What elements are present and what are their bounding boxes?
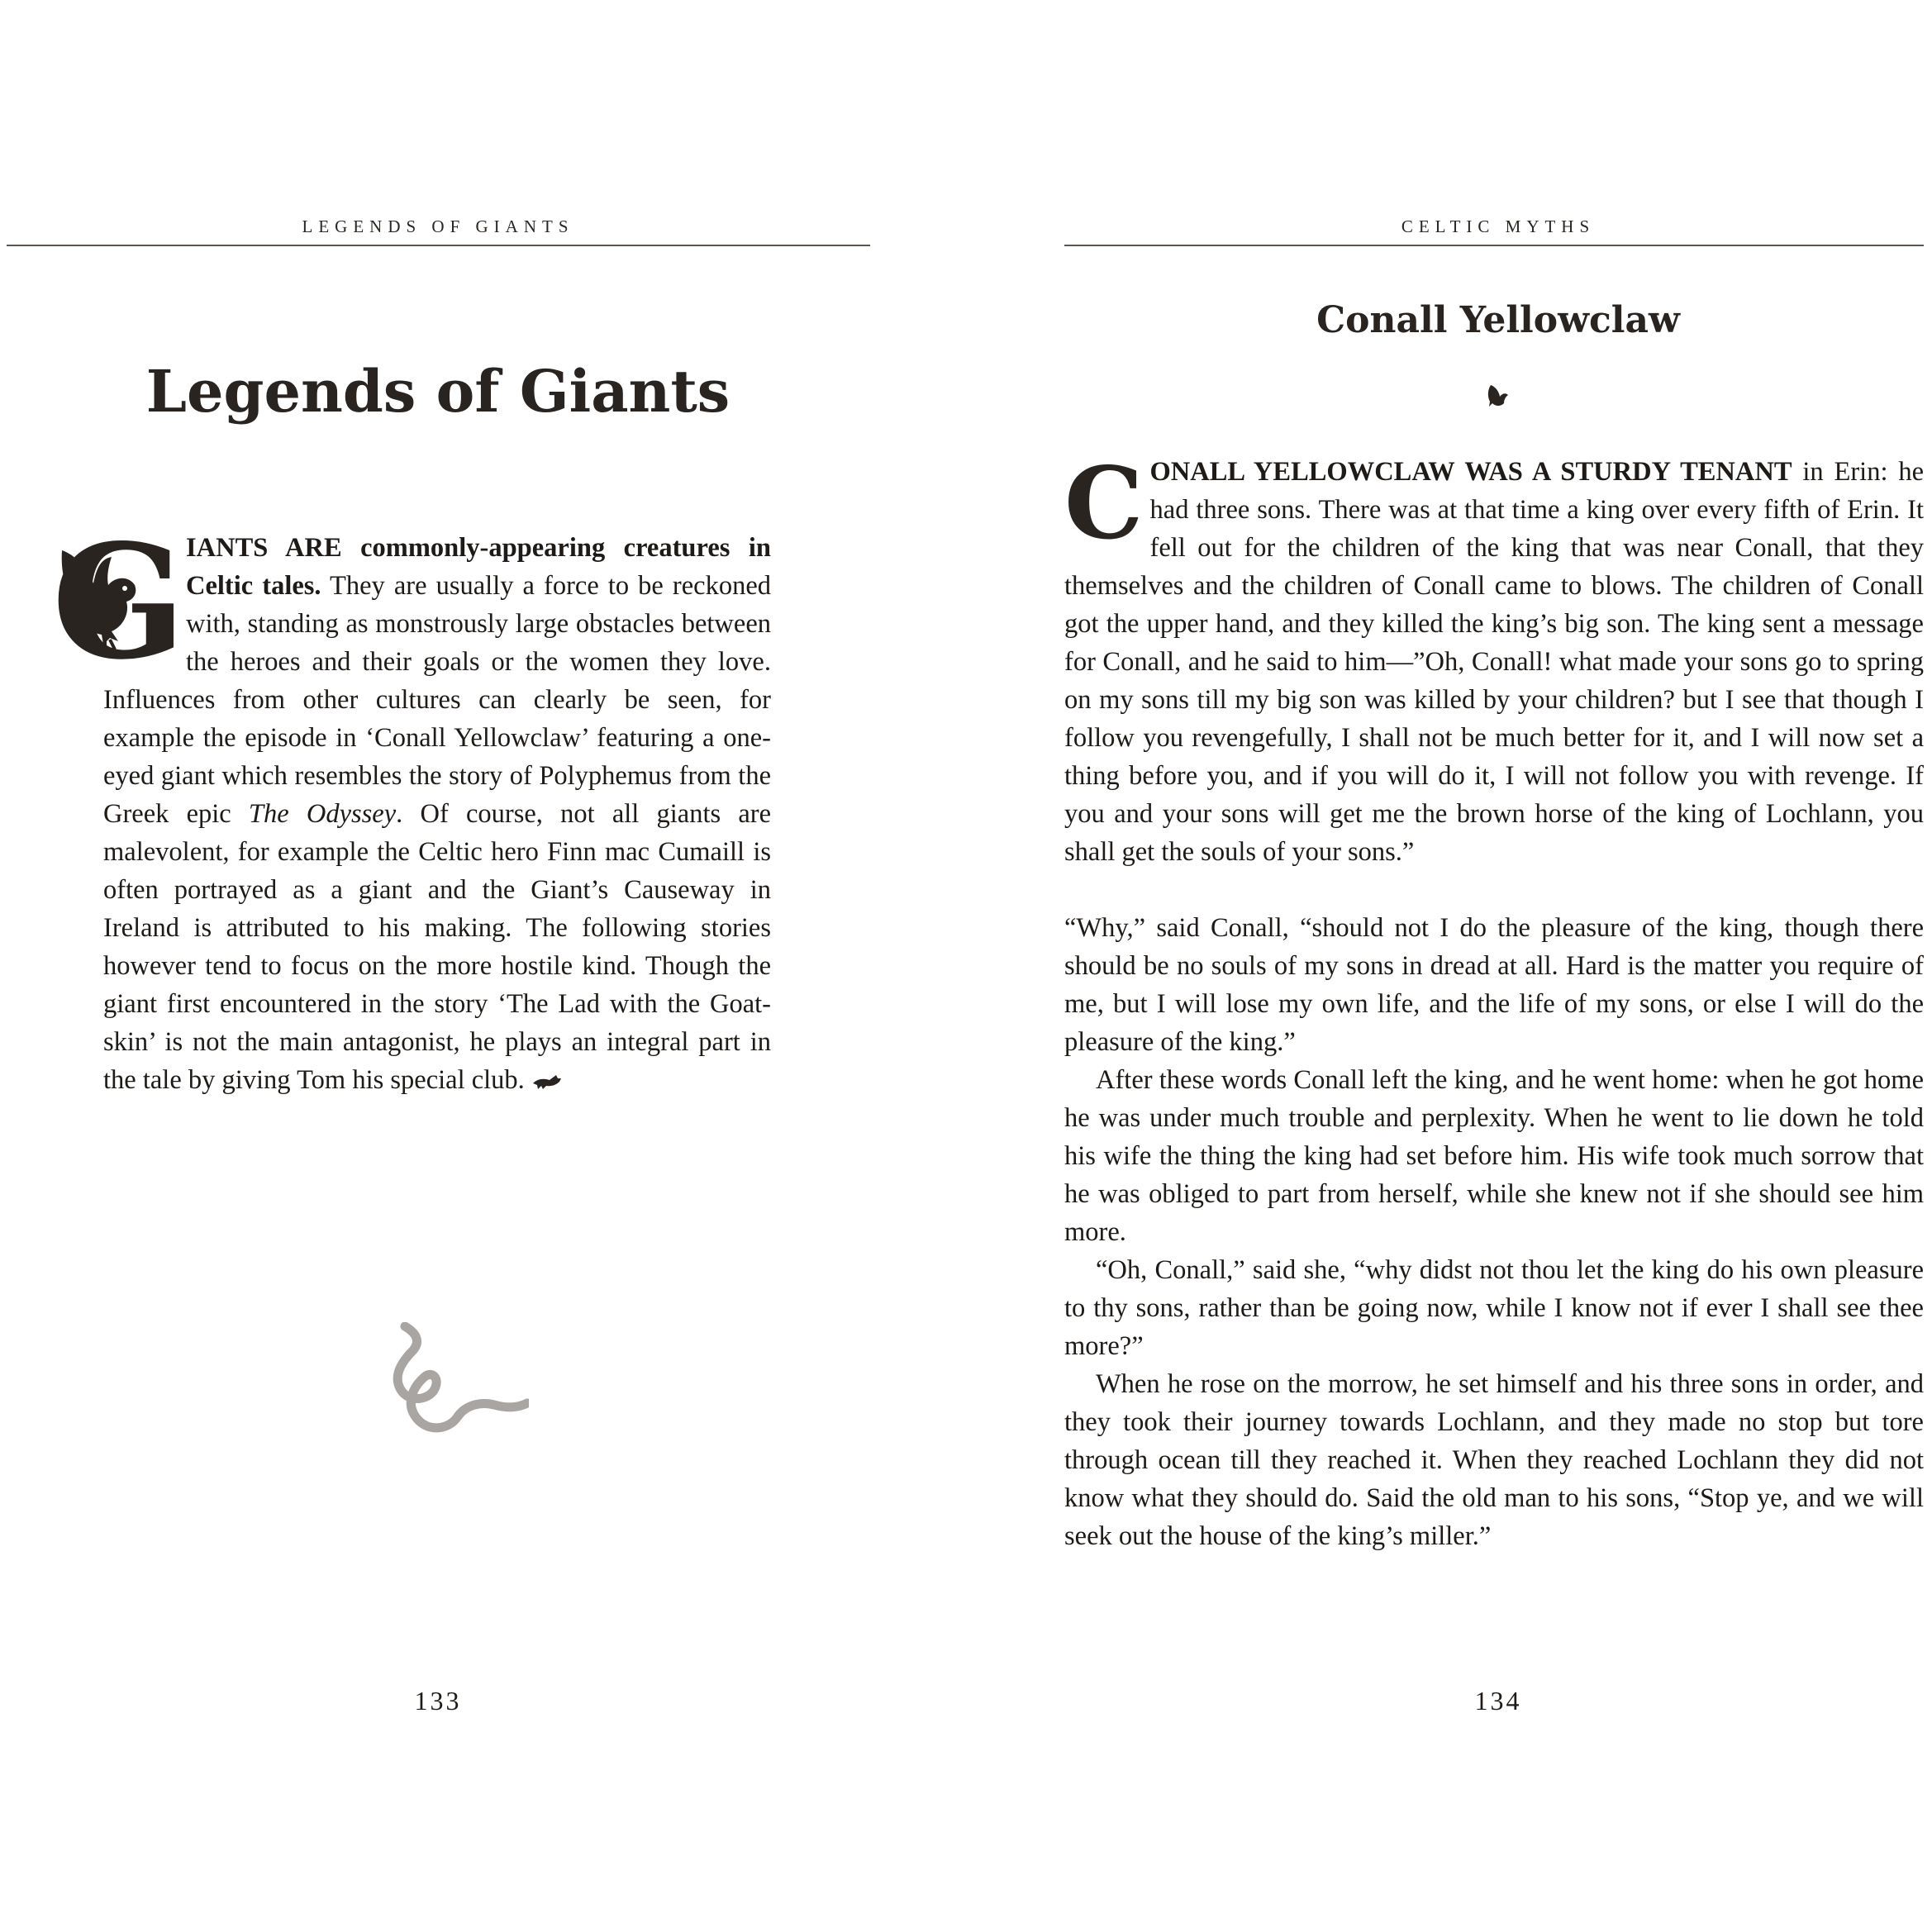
intro-italic: The Odyssey (248, 799, 397, 829)
intro-text-2: . Of course, not all giants are malevolent, for example the Celtic hero Finn mac Cumaill is often portrayed as a giant and the Giant’s Causeway in Ireland is attributed to his making. The following stories however tend to focus on the more hostile kind. Though the giant first encountered in the story ‘The Lad with the Goat-skin’ is not the main antagonist, he plays an integral part in the tale by giving Tom his special club. (103, 799, 771, 1095)
chapter-title-right: Conall Yellowclaw (1316, 299, 1680, 341)
left-page (0, 0, 876, 1932)
right-page (1064, 0, 1932, 1932)
intro-text-1: They are usually a force to be reckoned with, standing as monstrously large obstacles between the heroes and their goals or the women they love. Influences from other cultures can clearly be seen, for example the episode in ‘Conall Yellowclaw’ featuring a one-eyed giant which resembles the story of Polyphemus from the Greek epic (103, 571, 771, 829)
paragraph-1 (1064, 445, 1924, 871)
page-number-left: 133 (414, 1686, 462, 1715)
story-lead: ONALL YELLOWCLAW WAS A STURDY TENANT (1149, 457, 1792, 487)
small-bird-icon (1486, 382, 1511, 410)
paragraph-1-text: in Erin: he had three sons. There was at that time a king over every fifth of Erin. It fell out for the children of the king that was near Conall, that they themselves and the children of Conall came to blows. The children of Conall got the upper hand, and they killed the king’s big son. The king sent a message for Conall, and he said to him—”Oh, Conall! what made your sons go to spring on my sons till my big son was killed by your children? but I see that though I follow you revengefully, I shall not be much better for it, and I will now set a thing before you, and if you will do it, I will not follow you with revenge. If you and your sons will get me the brown horse of the king of Lochlann, you shall get the souls of your sons.” (1064, 457, 1924, 867)
paragraph-4: “Oh, Conall,” said she, “why didst not thou let the king do his own pleasure to thy sons, rather than be going now, while I know not if ever I shall see thee more?” (1064, 1255, 1924, 1361)
small-creature-icon (531, 1072, 563, 1090)
story-text (1064, 445, 1924, 1555)
paragraph-3: After these words Conall left the king, and he went home: when he got home he was under much trouble and perplexity. When he went to lie down he told his wife the thing the king had set before him. His wife took much sorrow that he was obliged to part from herself, while she knew not if she should see him more. (1064, 1065, 1924, 1247)
chapter-title-left: Legends of Giants (145, 357, 730, 426)
intro-text (51, 510, 771, 1099)
header-rule-right (1064, 245, 1924, 246)
paragraph-5: When he rose on the morrow, he set himself and his three sons in order, and they took their journey towards Lochlann, and they made no stop but tore through ocean till they reached it. When they reached Lochlann they did not know what they should do. Said the old man to his sons, “Stop ye, and we will seek out the house of the king’s miller.” (1064, 1369, 1924, 1551)
running-head-right: CELTIC MYTHS (1401, 217, 1596, 236)
page-number-right: 134 (1474, 1686, 1522, 1715)
title-ornament (1064, 382, 1932, 414)
running-head-left: LEGENDS OF GIANTS (302, 217, 574, 236)
intro-lead: IANTS ARE commonly-appearing creatures in Celtic tales. (186, 533, 771, 601)
drop-cap-letter-left: G (51, 510, 186, 694)
drop-cap-left (51, 510, 186, 694)
snake-icon (388, 1322, 529, 1442)
drop-cap-right: C (1064, 445, 1144, 562)
header-rule-left (7, 245, 870, 246)
paragraph-2: “Why,” said Conall, “should not I do the pleasure of the king, though there should be no souls of my sons in dread at all. Hard is the matter you require of me, but I will lose my own life, and the life of my sons, or else I will do the pleasure of the king.” (1064, 913, 1924, 1057)
